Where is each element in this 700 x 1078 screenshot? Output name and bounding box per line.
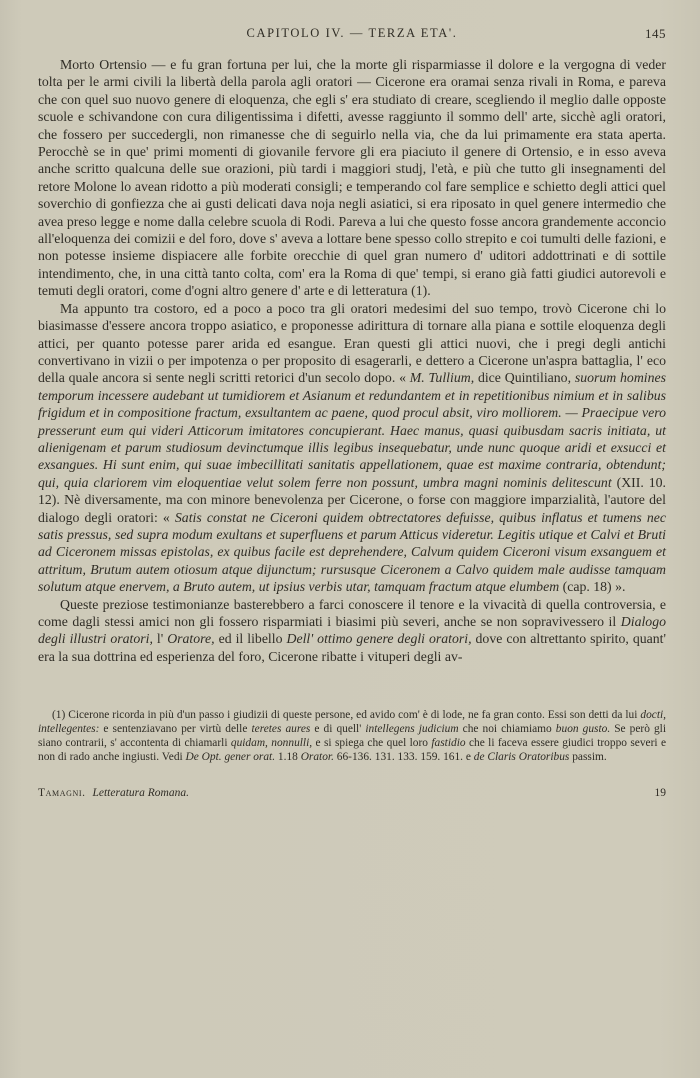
- text-segment: buon gusto.: [555, 723, 611, 736]
- text-segment: ed il libello: [214, 631, 287, 647]
- text-segment: che li faceva essere giudici troppo severi e non di rado anche ingiusti. Vedi: [38, 737, 666, 763]
- text-segment: Ma appunto tra costoro, ed a poco a poco tra gli oratori medesimi del suo tempo, trovò Cicerone chi lo biasimasse d'essere ancora troppo asiatico, e proponesse adirittura di tornare alla piana e sottile eloquenza degli attici, per quanto potesse parer arida ed esangue. Eran questi gli attici nuovi, che i pregi degli antichi convertivano in vizii o per impotenza o per proposito di esagerarli, e dettero a Cicerone un'aspra battaglia, l' eco della quale ancora si sente negli scritti retorici d'un secolo dopo. «: [38, 300, 666, 386]
- page-number: 145: [645, 26, 666, 41]
- text-segment: Se però gli siano contrarii, s' accontenta di chiamarli: [38, 723, 666, 750]
- paragraph: [38, 596, 666, 666]
- text-segment: (cap. 18) ».: [559, 579, 626, 595]
- text-segment: 66-136. 131. 133. 159. 161. e: [333, 750, 474, 763]
- chapter-title: CAPITOLO IV. — TERZA ETA'.: [246, 26, 458, 40]
- text-segment: M. Tullium,: [409, 370, 475, 386]
- page-footer: [38, 787, 666, 799]
- text-segment: Orator.: [300, 750, 334, 763]
- footnote: [38, 709, 666, 765]
- text-segment: docti, intellegentes:: [38, 709, 666, 736]
- text-segment: Oratore,: [167, 631, 215, 647]
- text-segment: quidam, nonnulli,: [230, 737, 313, 750]
- signature-number: 19: [654, 786, 666, 799]
- paragraph: [38, 56, 666, 300]
- footer-citation: [38, 787, 189, 799]
- text-segment: De Opt. gener orat.: [185, 750, 276, 763]
- text-segment: Satis constat ne Ciceroni quidem obtrectatores defuisse, quibus inflatus et tumens nec satis pressus, sed supra modum exultans et superfluens et parum Atticus videretur. Legitis utique et Calvi et Bruti ad Ciceronem missas epistolas, ex quibus facile est deprehendere, Calvum quidem Ciceroni visum exsanguem et attritum, Brutum autem otiosum atque dijunctum; rursusque Ciceronem a Calvo quidem male audisse tamquam solutum atque enervem, a Bruto autem, ut ipsius verbis utar, tamquam fractum atque elumbem: [38, 509, 666, 595]
- text-segment: de Claris Oratoribus: [473, 750, 570, 763]
- text-segment: passim.: [569, 750, 607, 763]
- text-segment: suorum homines temporum incessere audebant ut tumidiorem et Asianum et redundantem et in repetitionibus nimium et in salibus frigidum et in compositione fractum, exsultantem ac paene, quod procul absit, viro molliorem. — Praecipue vero presserunt eum qui videri Atticorum imitatores concupierant. Haec manus, quasi quibusdam sacris initiata, ut alienigenam et parum studiosum devinctumque illis legibus insequebatur, unde nunc quoque aridi et exsucci et exsangues. Hi sunt enim, qui suae imbecillitati sanitatis appellationem, quae est maxime contraria, obtendunt; qui, quia clariorem vim eloquentiae velut solem ferre non possunt, umbra magni nominis delitescunt: [38, 370, 667, 490]
- text-segment: fastidio: [431, 737, 466, 750]
- text-segment: Dell' ottimo genere degli oratori,: [286, 631, 472, 647]
- text-segment: (1) Cicerone ricorda in più d'un passo i giudizii di queste persone, ed avido com' è di lode, ne fa gran conto. Essi son detti da lui: [52, 709, 641, 722]
- text-segment: Morto Ortensio — e fu gran fortuna per lui, che la morte gli risparmiasse il dolore e la vergogna di veder tolta per le armi civili la libertà della parola agli oratori — Cicerone era oramai senza rivali in Roma, e pareva che con quel suo nuovo genere di eloquenza, che egli s' era studiato di creare, scegliendo il meglio dalle opposte scuole e schivandone con cura diligentissima i difetti, avesse raggiunto il sommo dell' arte, sicchè agli oratori, che fossero per succedergli, non rimanesse che di seguirlo nella via, che da lui primamente era stata aperta. Perocchè se in que' primi momenti di giovanile fervore gli era piaciuto il genere di Ortensio, e in esso aveva anche scritto qualcuna delle sue orazioni, più tardi i maggiori studj, l'età, e più che tutto gli insegnamenti del retore Molone lo avean ridotto a più moderati consigli; e temperando col fare semplice e schietto degli attici quel soverchio di gonfiezza che ai gusti delicati dava noja negli asiatici, si era riposato in quel genere intermedio che avea preso legge e nome dalla celebre scuola di Rodi. Pareva a lui che questo fosse ancora grandemente acconcio all'eloquenza dei comizii e del foro, dove s' aveva a lottare bene spesso collo strepito e coi tumulti delle fazioni, e non potesse insieme dispiacere alle forbite orecchie di quel gran numero d' uditori addottrinati e di sottile intendimento, che, in una città tanto colta, com' era la Roma di que' tempi, si erano già fatti giudici autorevoli e temuti degli oratori, come d'ogni altro genere d' arte e di letteratura (1).: [38, 57, 666, 299]
- text-segment: e si spiega che quel loro: [312, 737, 432, 750]
- text-segment: che noi chiamiamo: [458, 723, 556, 736]
- text-segment: dice Quintiliano,: [474, 370, 575, 386]
- text-segment: l': [152, 631, 168, 647]
- text-segment: intellegens judicium: [365, 723, 459, 736]
- body-text: [38, 56, 666, 665]
- text-segment: Queste preziose testimonianze basterebbero a farci conoscere il tenore e la vivacità di quella controversia, e come dagli stessi amici non gli fossero risparmiati i biasimi più severi, anche se non sopravivessero il: [38, 596, 666, 629]
- text-segment: e di quell': [310, 723, 366, 736]
- text-segment: dove con altrettanto spirito, quant' era la sua dottrina ed esperienza del foro, Cicerone ribatte i vituperi degli av-: [38, 631, 666, 664]
- text-segment: (XII. 10. 12). Nè diversamente, ma con minore benevolenza per Cicerone, o forse con maggiore imparzialità, l'autore del dialogo degli oratori: «: [38, 474, 667, 525]
- footnote-text: [38, 709, 666, 765]
- footer-work-title: Letteratura Romana.: [92, 786, 189, 799]
- footer-author: Tamagni.: [38, 786, 86, 799]
- paragraph: [38, 300, 666, 596]
- running-head: [38, 26, 666, 41]
- text-segment: e sentenziavano per virtù delle: [99, 723, 252, 736]
- text-segment: Dialogo degli illustri oratori,: [38, 614, 666, 647]
- text-segment: teretes aures: [251, 723, 311, 736]
- text-segment: 1.18: [275, 750, 301, 763]
